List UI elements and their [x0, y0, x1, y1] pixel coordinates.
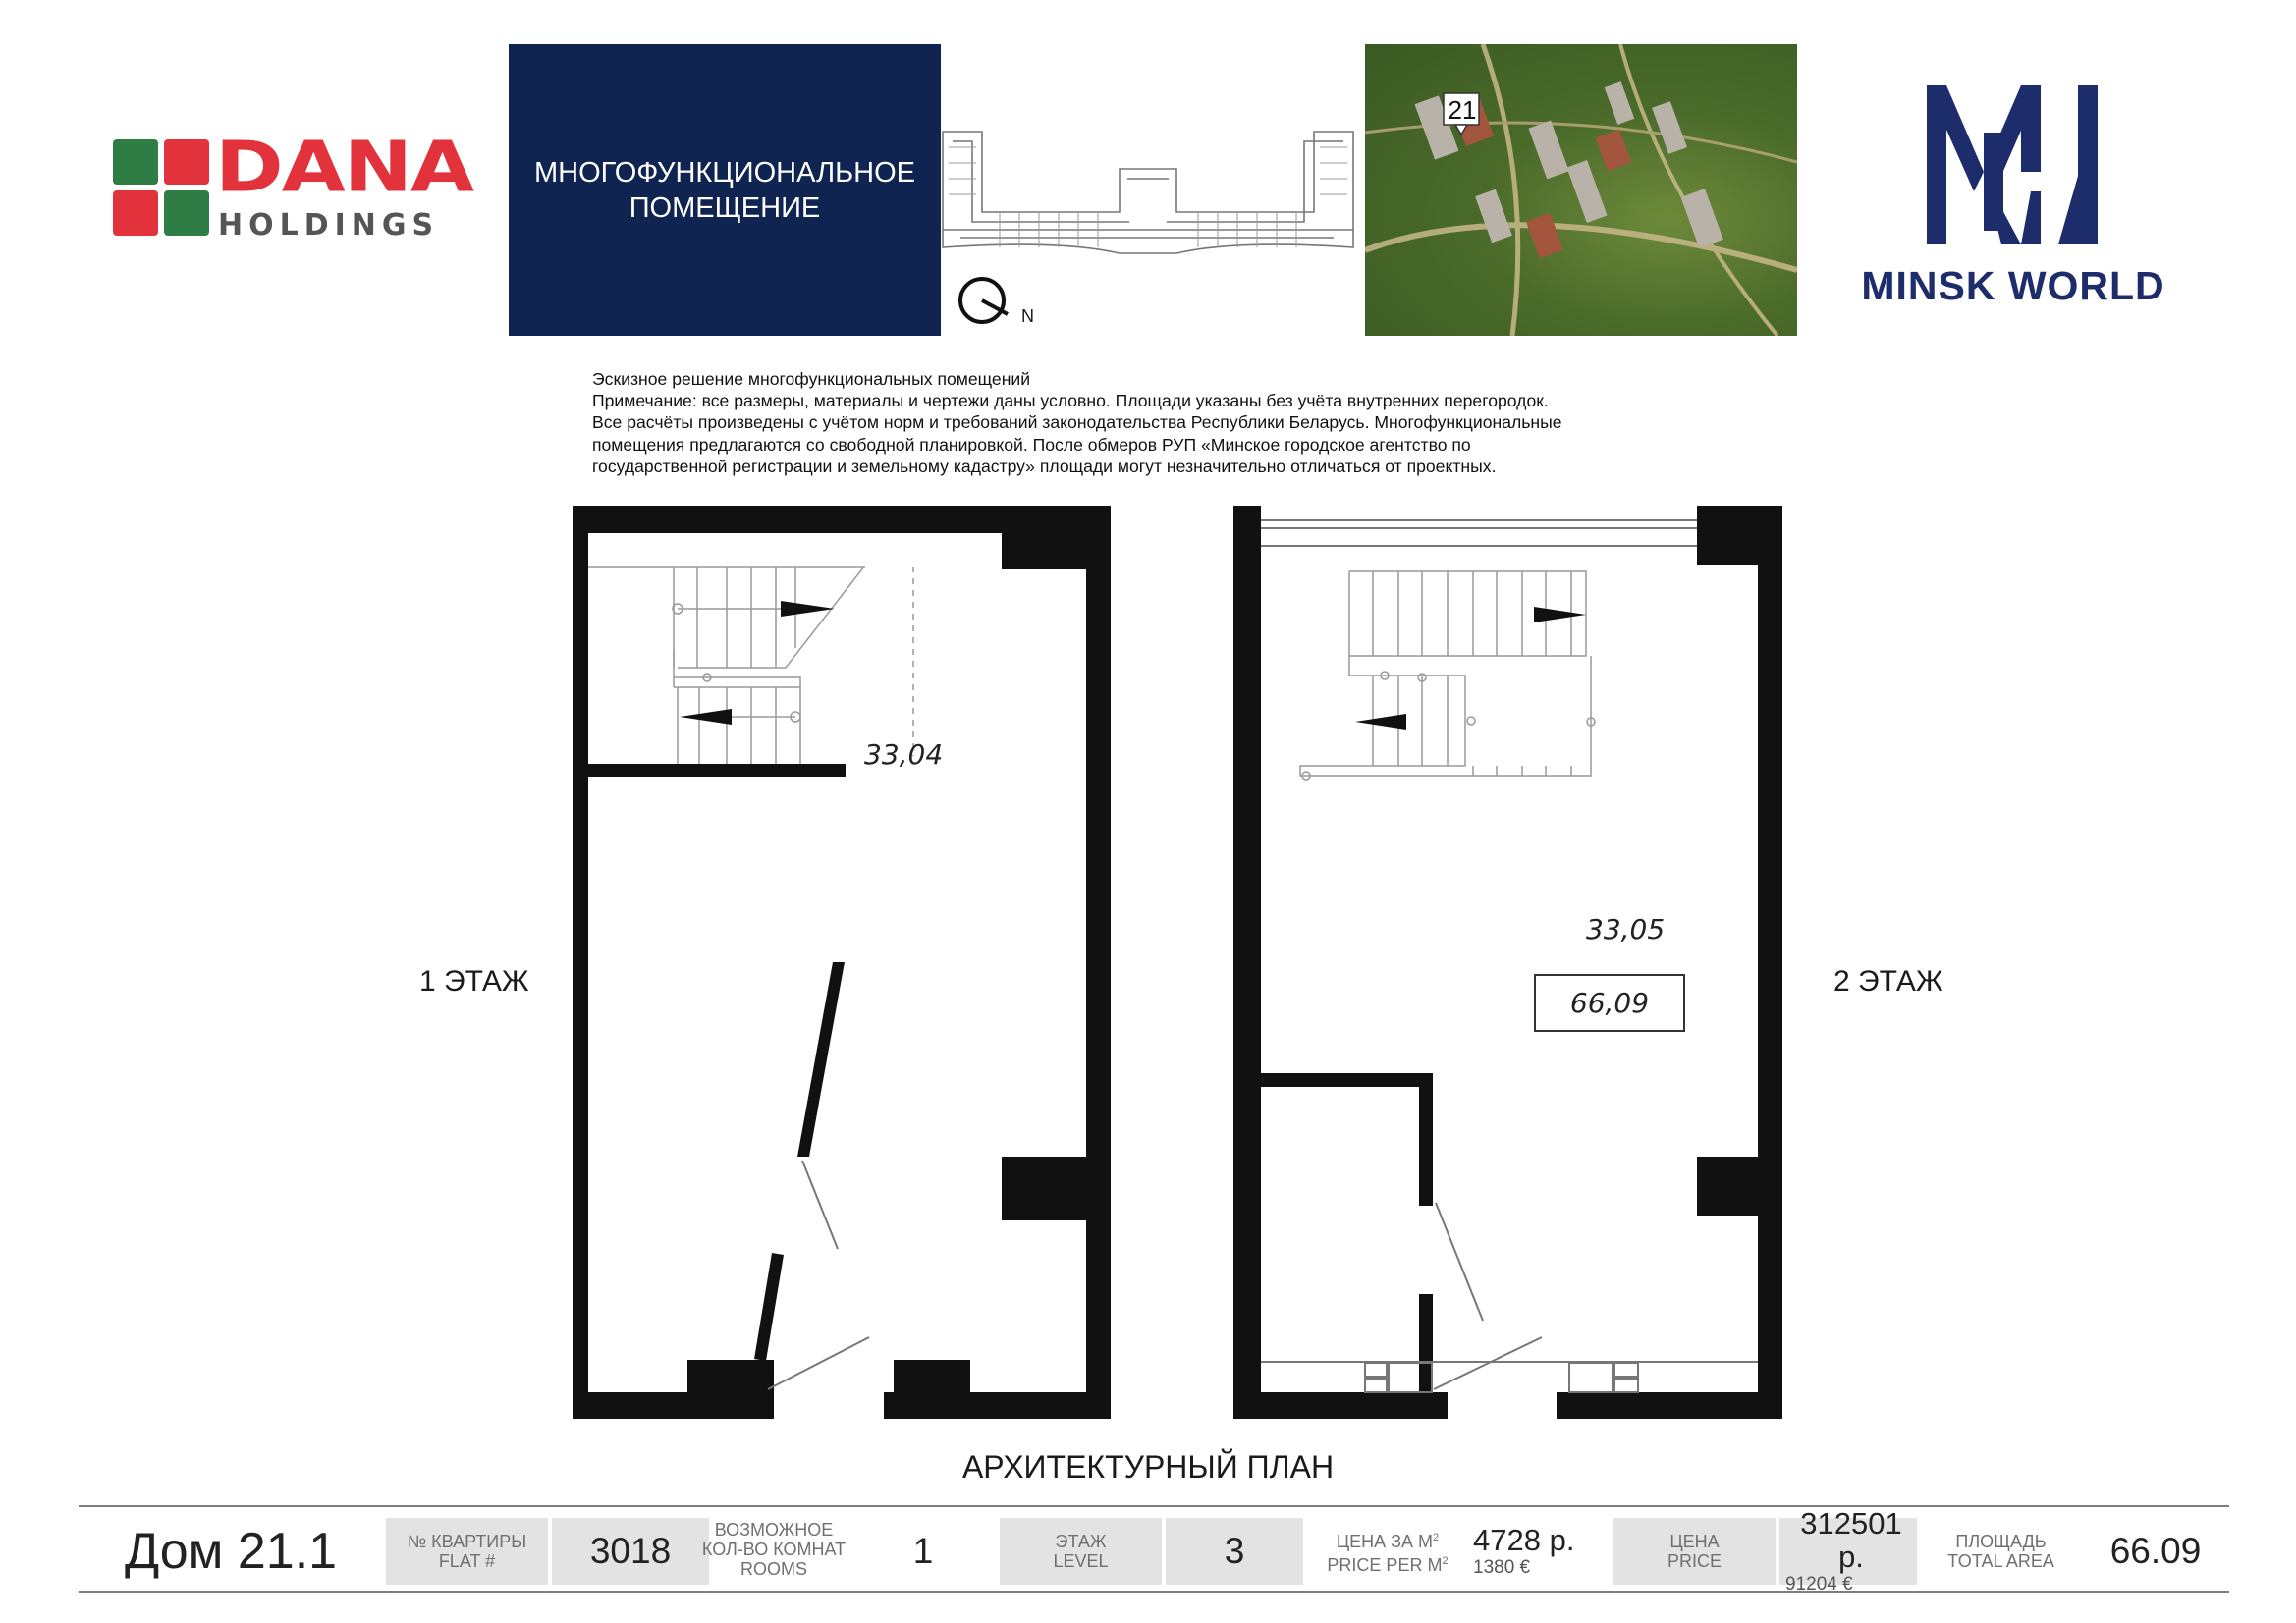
aerial-marker-label: 21	[1448, 95, 1477, 125]
rooms-label-3: ROOMS	[739, 1559, 807, 1579]
footer-bottom-rule	[79, 1591, 2229, 1593]
floor1-label: 1 ЭТАЖ	[419, 965, 529, 998]
level-label-ru: ЭТАЖ	[1055, 1532, 1107, 1551]
note-line: помещения предлагаются со свободной планировкой. После обмеров РУП «Минское городское агентство по	[592, 434, 1471, 455]
area-label-ru: ПЛОЩАДЬ	[1955, 1532, 2047, 1551]
dana-logo-word: DANA	[215, 126, 473, 208]
flat-value: 3018	[589, 1531, 672, 1571]
area-label-en: TOTAL AREA	[1947, 1551, 2054, 1571]
dana-logo-sub: HOLDINGS	[218, 208, 440, 243]
floor2-label: 2 ЭТАЖ	[1833, 965, 1943, 998]
level-label-en: LEVEL	[1053, 1551, 1109, 1571]
area-label-cell	[1930, 1518, 2072, 1585]
floor2-plan	[1233, 506, 1782, 1419]
note-line: Все расчёты произведены с учётом норм и требований законодательства Республики Беларусь. Многофункциональные	[592, 412, 1562, 433]
price-label-cell	[1613, 1518, 1776, 1585]
flat-value-cell	[552, 1518, 709, 1585]
flat-label-cell	[386, 1518, 548, 1585]
compass-label: N	[1021, 306, 1034, 326]
rooms-value: 1	[912, 1531, 934, 1571]
floor2-area-label: 33,05	[1586, 913, 1666, 946]
ppm-value: 4728 р.	[1473, 1523, 1575, 1557]
note-line: государственной регистрации и земельному кадастру» площади могут незначительно отличаться от проектных.	[592, 456, 1497, 476]
total-area-label: 66,09	[1569, 987, 1650, 1019]
flat-label-ru: № КВАРТИРЫ	[407, 1532, 527, 1551]
area-value-cell	[2082, 1518, 2229, 1585]
rooms-label-2: КОЛ-ВО КОМНАТ	[701, 1540, 847, 1559]
price-label-en: PRICE	[1667, 1551, 1722, 1571]
ppm-label-en: PRICE PER M	[1327, 1555, 1443, 1575]
level-value-cell	[1166, 1518, 1303, 1585]
ppm-label-ru: ЦЕНА ЗА М	[1336, 1532, 1434, 1551]
house-name	[98, 1518, 363, 1585]
ppm-value-cell	[1473, 1518, 1601, 1585]
price-value: 312501 р.	[1800, 1506, 1902, 1574]
price-label-ru: ЦЕНА	[1669, 1532, 1720, 1551]
minsk-world-logo-word: MINSK WORLD	[1861, 263, 2165, 308]
floor1-area-label: 33,04	[864, 738, 944, 771]
area-value: 66.09	[2109, 1531, 2202, 1571]
rooms-label-1: ВОЗМОЖНОЕ	[714, 1520, 834, 1540]
level-label-cell	[1000, 1518, 1162, 1585]
ppm-label-cell: ЦЕНА ЗА $М^2$ PRICE PER $M^2$	[1327, 1532, 1449, 1575]
note-line: Эскизное решение многофункциональных помещений	[592, 369, 1031, 389]
price-value-cell	[1779, 1506, 1917, 1595]
rooms-label-cell	[695, 1510, 852, 1589]
ppm-eur: 1380 €	[1473, 1557, 1531, 1578]
flat-label-en: FLAT #	[438, 1551, 496, 1571]
rooms-value-cell	[884, 1518, 962, 1585]
note-line: Примечание: все размеры, материалы и чертежи даны условно. Площади указаны без учёта внутренних перегородок.	[592, 391, 1549, 411]
architectural-plan-title: АРХИТЕКТУРНЫЙ ПЛАН	[961, 1449, 1335, 1485]
page-title-box: МНОГОФУНКЦИОНАЛЬНОЕ ПОМЕЩЕНИЕ	[509, 44, 941, 336]
price-eur: 91204 €	[1785, 1574, 1853, 1595]
house-name-text: Дом 21.1	[124, 1523, 338, 1580]
floor1-plan	[573, 506, 1111, 1419]
level-value: 3	[1224, 1531, 1245, 1571]
